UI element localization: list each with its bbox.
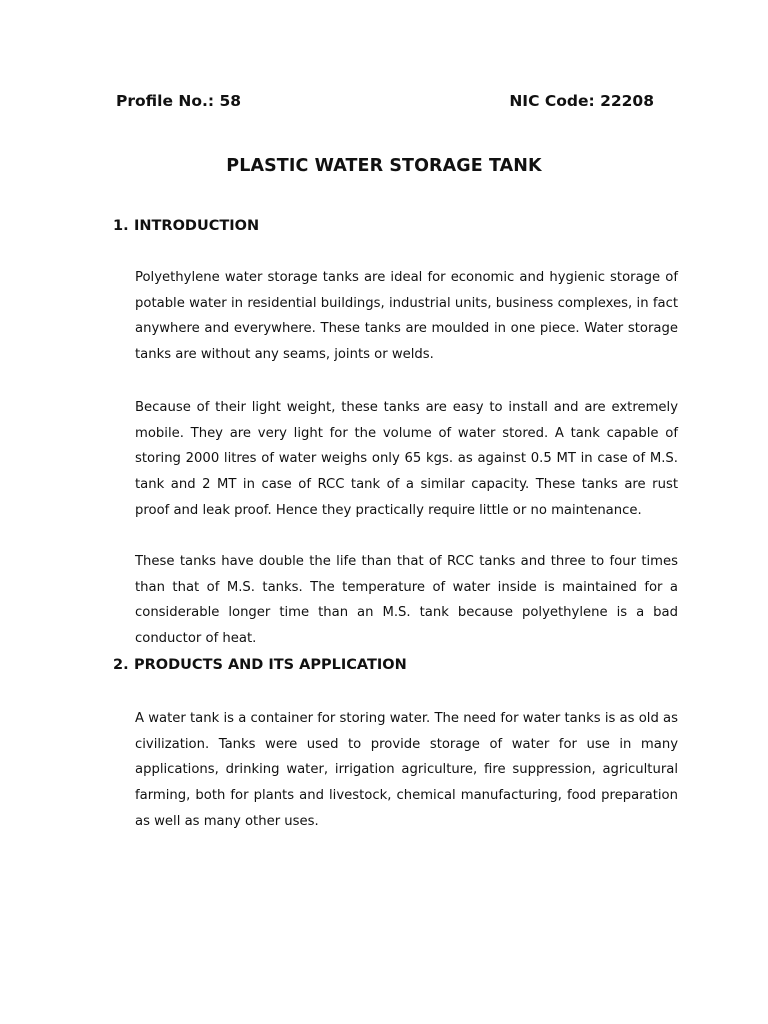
section-title: INTRODUCTION: [134, 218, 260, 234]
paragraph-products-1: A water tank is a container for storing water. The need for water tanks is as old as civilization. Tanks were used to provide storage of water for use in many applications, drinking water, irrigation agriculture, fire suppression, agricultural farming, both for plants and livestock, chemical manufacturing, food preparation as well as many other uses.: [135, 711, 678, 829]
section-title: PRODUCTS AND ITS APPLICATION: [134, 657, 407, 673]
nic-code: NIC Code: 22208: [509, 92, 654, 110]
paragraph-intro-2: Because of their light weight, these tanks are easy to install and are extremely mobile. They are very light for the volume of water stored. A tank capable of storing 2000 litres of water weighs only 65 kgs. as against 0.5 MT in case of M.S. tank and 2 MT in case of RCC tank of a similar capacity. These tanks are rust proof and leak proof. Hence they practically require little or no maintenance.: [135, 400, 678, 518]
document-header: [116, 92, 654, 116]
paragraph-intro-1: Polyethylene water storage tanks are ideal for economic and hygienic storage of potable water in residential buildings, industrial units, business complexes, in fact anywhere and everywhere. These tanks are moulded in one piece. Water storage tanks are without any seams, joints or welds.: [135, 270, 678, 363]
document-title: PLASTIC WATER STORAGE TANK: [226, 156, 542, 176]
section-heading-products: [113, 657, 407, 673]
section-heading-introduction: [113, 218, 259, 234]
paragraph-intro-3: These tanks have double the life than that of RCC tanks and three to four times than that of M.S. tanks. The temperature of water inside is maintained for a considerable longer time than an M.S. tank because polyethylene is a bad conductor of heat.: [135, 554, 678, 647]
section-number: 1.: [113, 218, 129, 234]
profile-number: Profile No.: 58: [116, 92, 242, 110]
section-number: 2.: [113, 657, 129, 673]
